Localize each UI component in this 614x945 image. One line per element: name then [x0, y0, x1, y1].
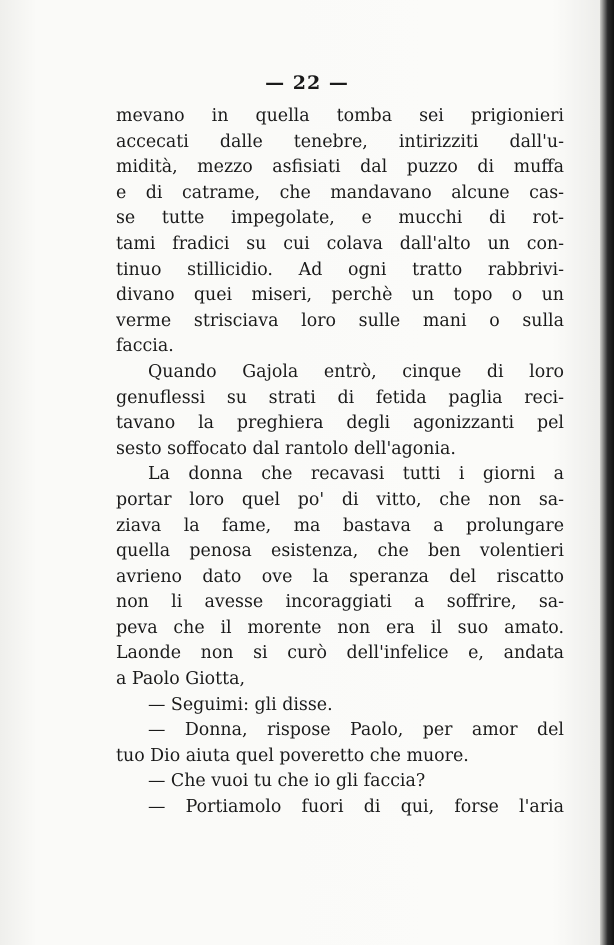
text-line: Laonde non si curò dell'infelice e, andata [116, 643, 564, 664]
text-line: e di catrame, che mandavano alcune cas- [116, 182, 564, 203]
text-line: a Paolo Giotta, [116, 669, 246, 690]
text-line: La donna che recavasi tutti i giorni a [148, 464, 564, 485]
text-line: Quando Gajola entrò, cinque di loro [148, 361, 564, 382]
text-line: faccia. [116, 336, 174, 357]
text-line: accecati dalle tenebre, intirizziti dall'u- [116, 131, 564, 152]
body-text [116, 104, 564, 821]
text-line: se tutte impegolate, e mucchi di rot- [116, 208, 564, 229]
text-line: verme strisciava loro sulle mani o sulla [116, 310, 564, 331]
text-line: quella penosa esistenza, che ben volentieri [116, 541, 564, 562]
binding-edge [600, 0, 614, 945]
text-line: sesto soffocato dal rantolo dell'agonia. [116, 438, 456, 459]
text-line: midità, mezzo asfisiati dal puzzo di muffa [116, 157, 564, 178]
text-line: tavano la preghiera degli agonizzanti pel [116, 413, 564, 434]
text-line: tinuo stillicidio. Ad ogni tratto rabbrivi- [116, 259, 564, 280]
text-line: mevano in quella tomba sei prigionieri [116, 106, 564, 126]
text-line: ziava la fame, ma bastava a prolungare [116, 515, 564, 536]
text-line: tuo Dio aiuta quel poveretto che muore. [116, 745, 469, 766]
text-line: divano quei miseri, perchè un topo o un [116, 285, 564, 306]
text-line: peva che il morente non era il suo amato. [116, 617, 564, 638]
text-line: non li avesse incoraggiati a soffrire, sa- [116, 592, 564, 613]
text-line: — Donna, rispose Paolo, per amor del [148, 720, 564, 741]
text-line: — Seguimi: gli disse. [148, 694, 333, 715]
text-line: — Portiamolo fuori di qui, forse l'aria [148, 797, 564, 818]
text-line: — Che vuoi tu che io gli faccia? [148, 771, 426, 792]
page-number: — 22 — [265, 72, 349, 94]
text-line: avrieno dato ove la speranza del riscatto [116, 566, 564, 587]
text-line: portar loro quel po' di vitto, che non sa- [116, 489, 564, 510]
text-line: tami fradici su cui colava dall'alto un con- [116, 233, 564, 254]
text-line: genuflessi su strati di fetida paglia reci- [116, 387, 564, 408]
